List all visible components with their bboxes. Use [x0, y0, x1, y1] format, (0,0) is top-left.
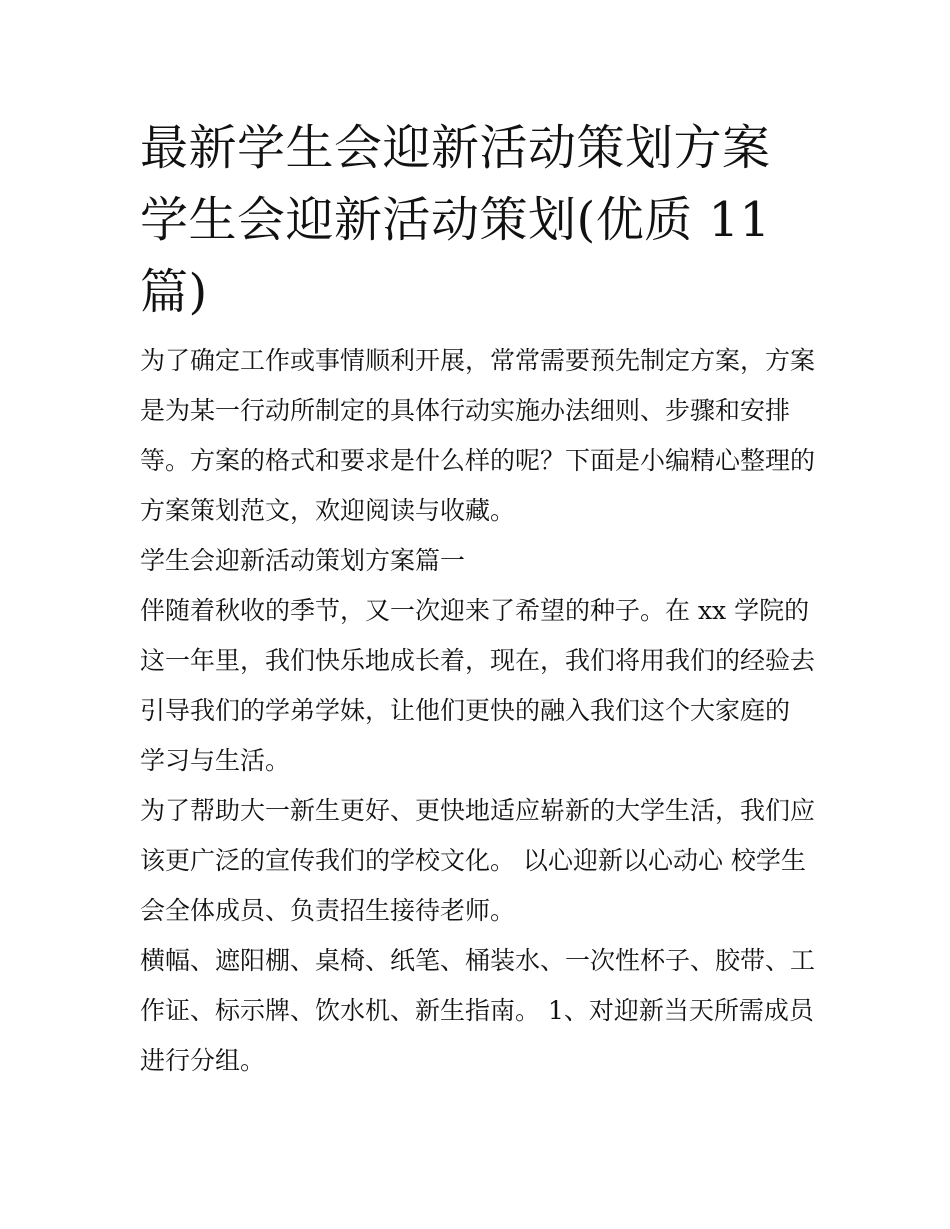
title-line-1: 最新学生会迎新活动策划方案: [140, 120, 771, 176]
paragraph-line: 这一年里，我们快乐地成长着，现在，我们将用我们的经验去: [140, 646, 816, 675]
paragraph-line: 进行分组。: [140, 1046, 266, 1075]
document-title: [140, 112, 816, 328]
paragraph-line: 作证、标示牌、饮水机、新生指南。 1、对迎新当天所需成员: [140, 996, 814, 1025]
paragraph-line: 伴随着秋收的季节，又一次迎来了希望的种子。在 xx 学院的: [140, 596, 810, 625]
paragraph-line: 该更广泛的宣传我们的学校文化。 以心迎新以心动心 校学生: [140, 846, 806, 875]
intro-line: 方案策划范文，欢迎阅读与收藏。: [140, 496, 516, 525]
intro-paragraph: [140, 336, 816, 536]
intro-line: 为了确定工作或事情顺利开展，常常需要预先制定方案，方案: [140, 346, 816, 375]
paragraph-1: [140, 586, 816, 786]
paragraph-line: 引导我们的学弟学妹，让他们更快的融入我们这个大家庭的: [140, 696, 791, 725]
paragraph-line: 为了帮助大一新生更好、更快地适应崭新的大学生活，我们应: [140, 796, 816, 825]
paragraph-line: 会全体成员、负责招生接待老师。: [140, 896, 516, 925]
section-heading: 学生会迎新活动策划方案篇一: [140, 546, 466, 575]
intro-line: 是为某一行动所制定的具体行动实施办法细则、步骤和安排: [140, 396, 791, 425]
paragraph-3: [140, 936, 816, 1086]
document-page: [140, 112, 816, 1086]
title-line-2: 学生会迎新活动策划(优质 11: [140, 192, 771, 248]
intro-line: 等。方案的格式和要求是什么样的呢？下面是小编精心整理的: [140, 446, 816, 475]
title-line-3: 篇): [140, 264, 208, 320]
paragraph-line: 横幅、遮阳棚、桌椅、纸笔、桶装水、一次性杯子、胶带、工: [140, 946, 816, 975]
paragraph-2: [140, 786, 816, 936]
paragraph-line: 学习与生活。: [140, 746, 291, 775]
